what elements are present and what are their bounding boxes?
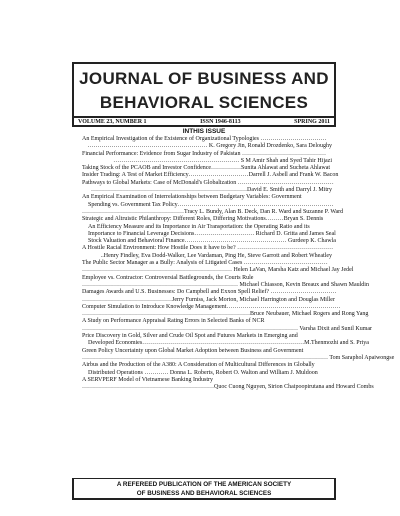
toc-entry: ………………………………………………………………… Helen LaVan, Marsha Katz and Michael Jay Jedel: [82, 267, 354, 274]
toc-entry: Developed Economies………………………………………………………………………M.Thenmozhi and S. Priya: [88, 340, 369, 347]
toc-entry: Strategic and Altruistic Philanthropy: Different Roles, Differing Motivations………Bryan S. Dennis: [82, 216, 324, 223]
toc-entry: ……………………………………………Tracy L. Bundy, Alan B. Deck, Dan R. Ward and Suzanne P. Ward: [82, 208, 344, 215]
toc-entry: Insider Trading: A Test of Market Efficiency…………………………Darrell J. Asbell and Frank W. Bacon: [82, 172, 339, 179]
toc-entry: Employee vs. Contractor: Controversial Battlegrounds, the Courts Rule: [82, 274, 254, 281]
toc-entry: Airbus and the Production of the A380: A Consideration of Multicultural Differences in Globally: [82, 362, 315, 369]
table-of-contents: [82, 136, 395, 391]
toc-entry: Importance to Financial Leverage Decisions………………………… Richard D. Gritta and James Seal: [88, 230, 336, 237]
volume-number: VOLUME 23, NUMBER 1: [78, 118, 147, 125]
toc-entry: Price Discovery in Gold, Silver and Crude Oil Spot and Futures Markets in Emerging and: [82, 333, 298, 340]
footer-line2: OF BUSINESS AND BEHAVIORAL SCIENCES: [136, 490, 272, 497]
toc-entry: An Empirical Investigation of the Existence of Organizational Typologies ……………………………: [82, 136, 327, 142]
toc-entry: …………………………………………………………………… Michael Chiasson, Kevin Breaux and Shawn Mauldin: [82, 281, 369, 288]
toc-entry: ……………………………………………………… S M Amir Shah and Syed Tahir Hijazi: [113, 157, 332, 164]
footer: [72, 480, 336, 498]
toc-entry: Distributed Operations ………… Donna L. Roberts, Robert O. Walton and William J. Muldoon: [88, 369, 318, 376]
toc-entry: A Study on Performance Appraisal Rating Errors in Selected Banks of NCR: [82, 318, 265, 325]
toc-entry: Computer Simulation to Introduce Knowledge Management…………………………………………………: [82, 303, 341, 310]
toc-entry: A SERVPERF Model of Vietnamese Banking Industry: [82, 376, 214, 383]
season: SPRING 2011: [294, 118, 330, 125]
toc-entry: …………………………………………………………………………………………………………… Tom Saraphol Apaiwongse: [82, 354, 395, 361]
toc-entry: A Hostile Racial Environment: How Hostile Does it have to be? …………………………………………: [82, 245, 334, 252]
toc-entry: ………………………………………Jerry Furniss, Jack Morton, Michael Harrington and Douglas Miller: [82, 296, 335, 303]
toc-entry: …………………………………………………………………………Bruce Neubauer, Michael Rogers and Rong Yang: [82, 311, 369, 318]
issue-meta-bar: [72, 116, 336, 127]
title-box: [72, 62, 336, 116]
toc-entry: …………………………………………………………Quoc Cuong Nguyen, Sirion Chaipoopirutana and Howard Combs: [82, 384, 374, 391]
journal-title-line1: JOURNAL OF BUSINESS AND: [79, 69, 329, 88]
toc-entry: ……………………………………………………………………………………………… Varsha Dixit and Sunil Kumar: [82, 325, 373, 332]
toc-entry: An Efficiency Measure and its Importance in Air Transportation: the Operating Ratio and its: [88, 223, 310, 230]
toc-entry: Green Policy Uncertainty upon Global Market Adoption between Business and Government: [82, 347, 304, 354]
toc-entry: Stock Valuation and Behavioral Finance…………………………………………… Gurdeep K. Chawla: [88, 238, 336, 245]
toc-entry: Spending vs. Government Tax Policy……………………………………………………………………: [88, 201, 334, 208]
footer-line1: A REFEREED PUBLICATION OF THE AMERICAN SOCIETY: [116, 481, 292, 488]
toc-entry: ……………………………………………………………………David E. Smith and Darryl J. Mitry: [91, 187, 332, 194]
in-this-issue-heading: INTHIS ISSUE: [182, 128, 226, 135]
journal-title-line2: BEHAVIORAL SCIENCES: [99, 93, 309, 112]
toc-entry: The Public Sector Manager as a Bully: Analysis of Litigated Cases ……………………………………: [82, 260, 328, 267]
toc-entry: Damages Awards and U.S. Businesses: Do Campbell and Exxon Spell Relief? ……………………………: [82, 289, 337, 296]
toc-entry: Pathways to Global Markets: Case of McDonald's Globalization …………………………………………: [82, 179, 334, 186]
toc-entry: An Empirical Examination of Interrelationships between Budgetary Variables: Government: [82, 194, 302, 201]
toc-entry: Financial Performance: Evidence from Sugar Industry of Pakistan ……………………………………: [82, 150, 326, 157]
toc-entry: Taking Stock of the PCAOB and Investor Confidence……………Sunita Ahlawat and Sucheta Ahlawat: [82, 165, 331, 172]
toc-entry: …………………………………………………… K. Gregory Jin, Ronald Drozdenko, Sara Deloughy: [87, 143, 332, 150]
issn: ISSN 1946-8113: [200, 118, 241, 125]
toc-entry: ..Henry Findley, Eva Dodd-Walker, Lee Vardaman, Ping He, Steve Garrott and Robert Wheatley: [100, 252, 332, 259]
